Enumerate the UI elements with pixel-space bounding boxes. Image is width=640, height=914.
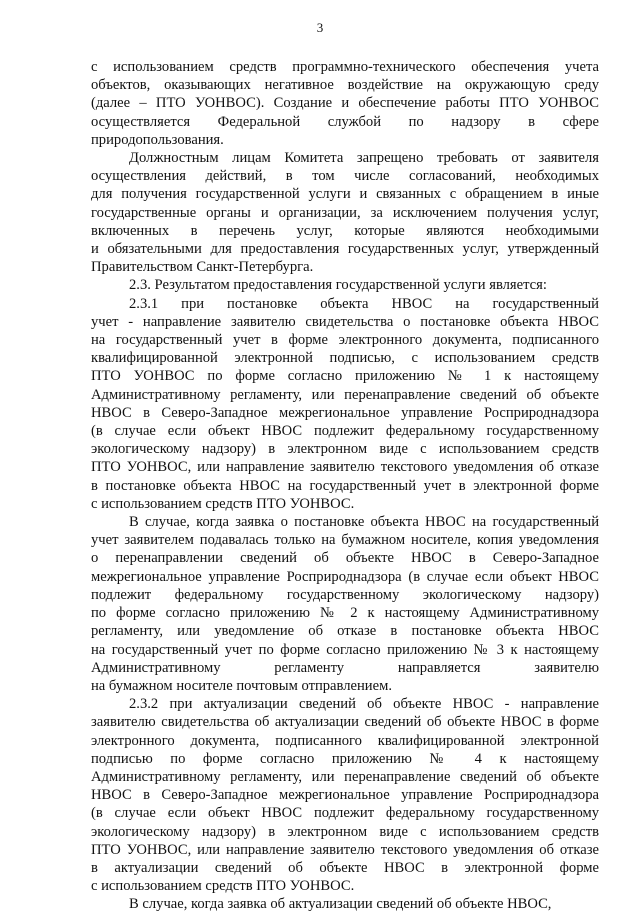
text-line: государственные органы и организации, за исключением получения услуг, [91, 204, 599, 221]
text-line: ПТО УОНВОС, или направление заявителю текстового уведомления об отказе [91, 841, 599, 858]
text-line: НВОС в Северо-Западное межрегиональное управление Росприроднадзора [91, 404, 599, 421]
text-line: на государственный учет по форме согласно приложению № 3 к настоящему [91, 641, 599, 658]
text-line: 2.3.2 при актуализации сведений об объекте НВОС - направление [129, 696, 599, 713]
text-line: ПТО УОНВОС по форме согласно приложению № 1 к настоящему [91, 368, 599, 385]
text-line: для получения государственной услуги и связанных с обращением в иные [91, 186, 599, 203]
text-line: квалифицированной электронной подписью, с использованием средств [91, 350, 599, 367]
text-line: с использованием средств ПТО УОНВОС. [91, 495, 355, 512]
text-line: и обязательными для предоставления государственных услуг, утвержденный [91, 241, 599, 258]
text-line: экологическому надзору) в электронном виде с использованием средств [91, 823, 599, 840]
text-line: В случае, когда заявка о постановке объекта НВОС на государственный [129, 514, 599, 531]
text-line: осуществляется Федеральной службой по надзору в сфере [91, 113, 599, 130]
text-line: межрегиональное управление Росприроднадзора (в случае если объект НВОС [91, 568, 599, 585]
text-line: Правительством Санкт-Петербурга. [91, 259, 314, 276]
text-line: учет заявителем подавалась только на бумажном носителе, копия уведомления [91, 532, 599, 549]
text-line: с использованием средств ПТО УОНВОС. [91, 878, 355, 895]
text-line: включенных в перечень услуг, которые являются необходимыми [91, 222, 599, 239]
text-line: Должностным лицам Комитета запрещено требовать от заявителя [129, 150, 599, 167]
text-line: 2.3. Результатом предоставления государственной услуги является: [129, 277, 547, 294]
page-number: 3 [316, 20, 324, 35]
text-line: Административному регламенту, или перенаправление сведений об объекте [91, 768, 599, 785]
text-line: на бумажном носителе почтовым отправлением. [91, 677, 392, 694]
text-line: Административному регламенту, или перенаправление сведений об объекте [91, 386, 599, 403]
text-line: объектов, оказывающих негативное воздействие на окружающую среду [91, 77, 599, 94]
text-line: по форме согласно приложению № 2 к настоящему Административному [91, 605, 599, 622]
text-line: Административному регламенту направляется заявителю [91, 659, 599, 676]
text-line: на государственный учет в форме электронного документа, подписанного [91, 332, 599, 349]
text-line: природопользования. [91, 131, 224, 148]
text-line: осуществления действий, в том числе согласований, необходимых [91, 168, 599, 185]
text-line: (далее – ПТО УОНВОС). Создание и обеспечение работы ПТО УОНВОС [91, 95, 599, 112]
body-text [91, 58, 599, 914]
text-line: подлежит федеральному государственному экологическому надзору) [91, 586, 599, 603]
text-line: учет - направление заявителю свидетельства о постановке объекта НВОС [91, 313, 599, 330]
text-line: подписью по форме согласно приложению № 4 к настоящему [91, 750, 599, 767]
text-line: о перенаправлении сведений об объекте НВОС в Северо-Западное [91, 550, 599, 567]
text-line: в актуализации сведений об объекте НВОС в электронной форме [91, 859, 599, 876]
text-line: электронного документа, подписанного квалифицированной электронной [91, 732, 599, 749]
text-line: (в случае если объект НВОС подлежит федеральному государственному [91, 805, 599, 822]
text-line: регламенту, или уведомление об отказе в постановке объекта НВОС [91, 623, 599, 640]
text-line: с использованием средств программно-технического обеспечения учета [91, 59, 599, 75]
text-line: В случае, когда заявка об актуализации сведений об объекте НВОС, [129, 896, 552, 913]
text-line: (в случае если объект НВОС подлежит федеральному государственному [91, 423, 599, 440]
text-line: 2.3.1 при постановке объекта НВОС на государственный [129, 295, 599, 312]
text-line: НВОС в Северо-Западное межрегиональное управление Росприроднадзора [91, 787, 599, 804]
text-line: заявителю свидетельства об актуализации сведений об объекте НВОС в форме [91, 714, 599, 731]
text-line: ПТО УОНВОС, или направление заявителю текстового уведомления об отказе [91, 459, 599, 476]
text-line: в постановке объекта НВОС на государственный учет в электронной форме [91, 477, 599, 494]
text-line: экологическому надзору) в электронном виде с использованием средств [91, 441, 599, 458]
